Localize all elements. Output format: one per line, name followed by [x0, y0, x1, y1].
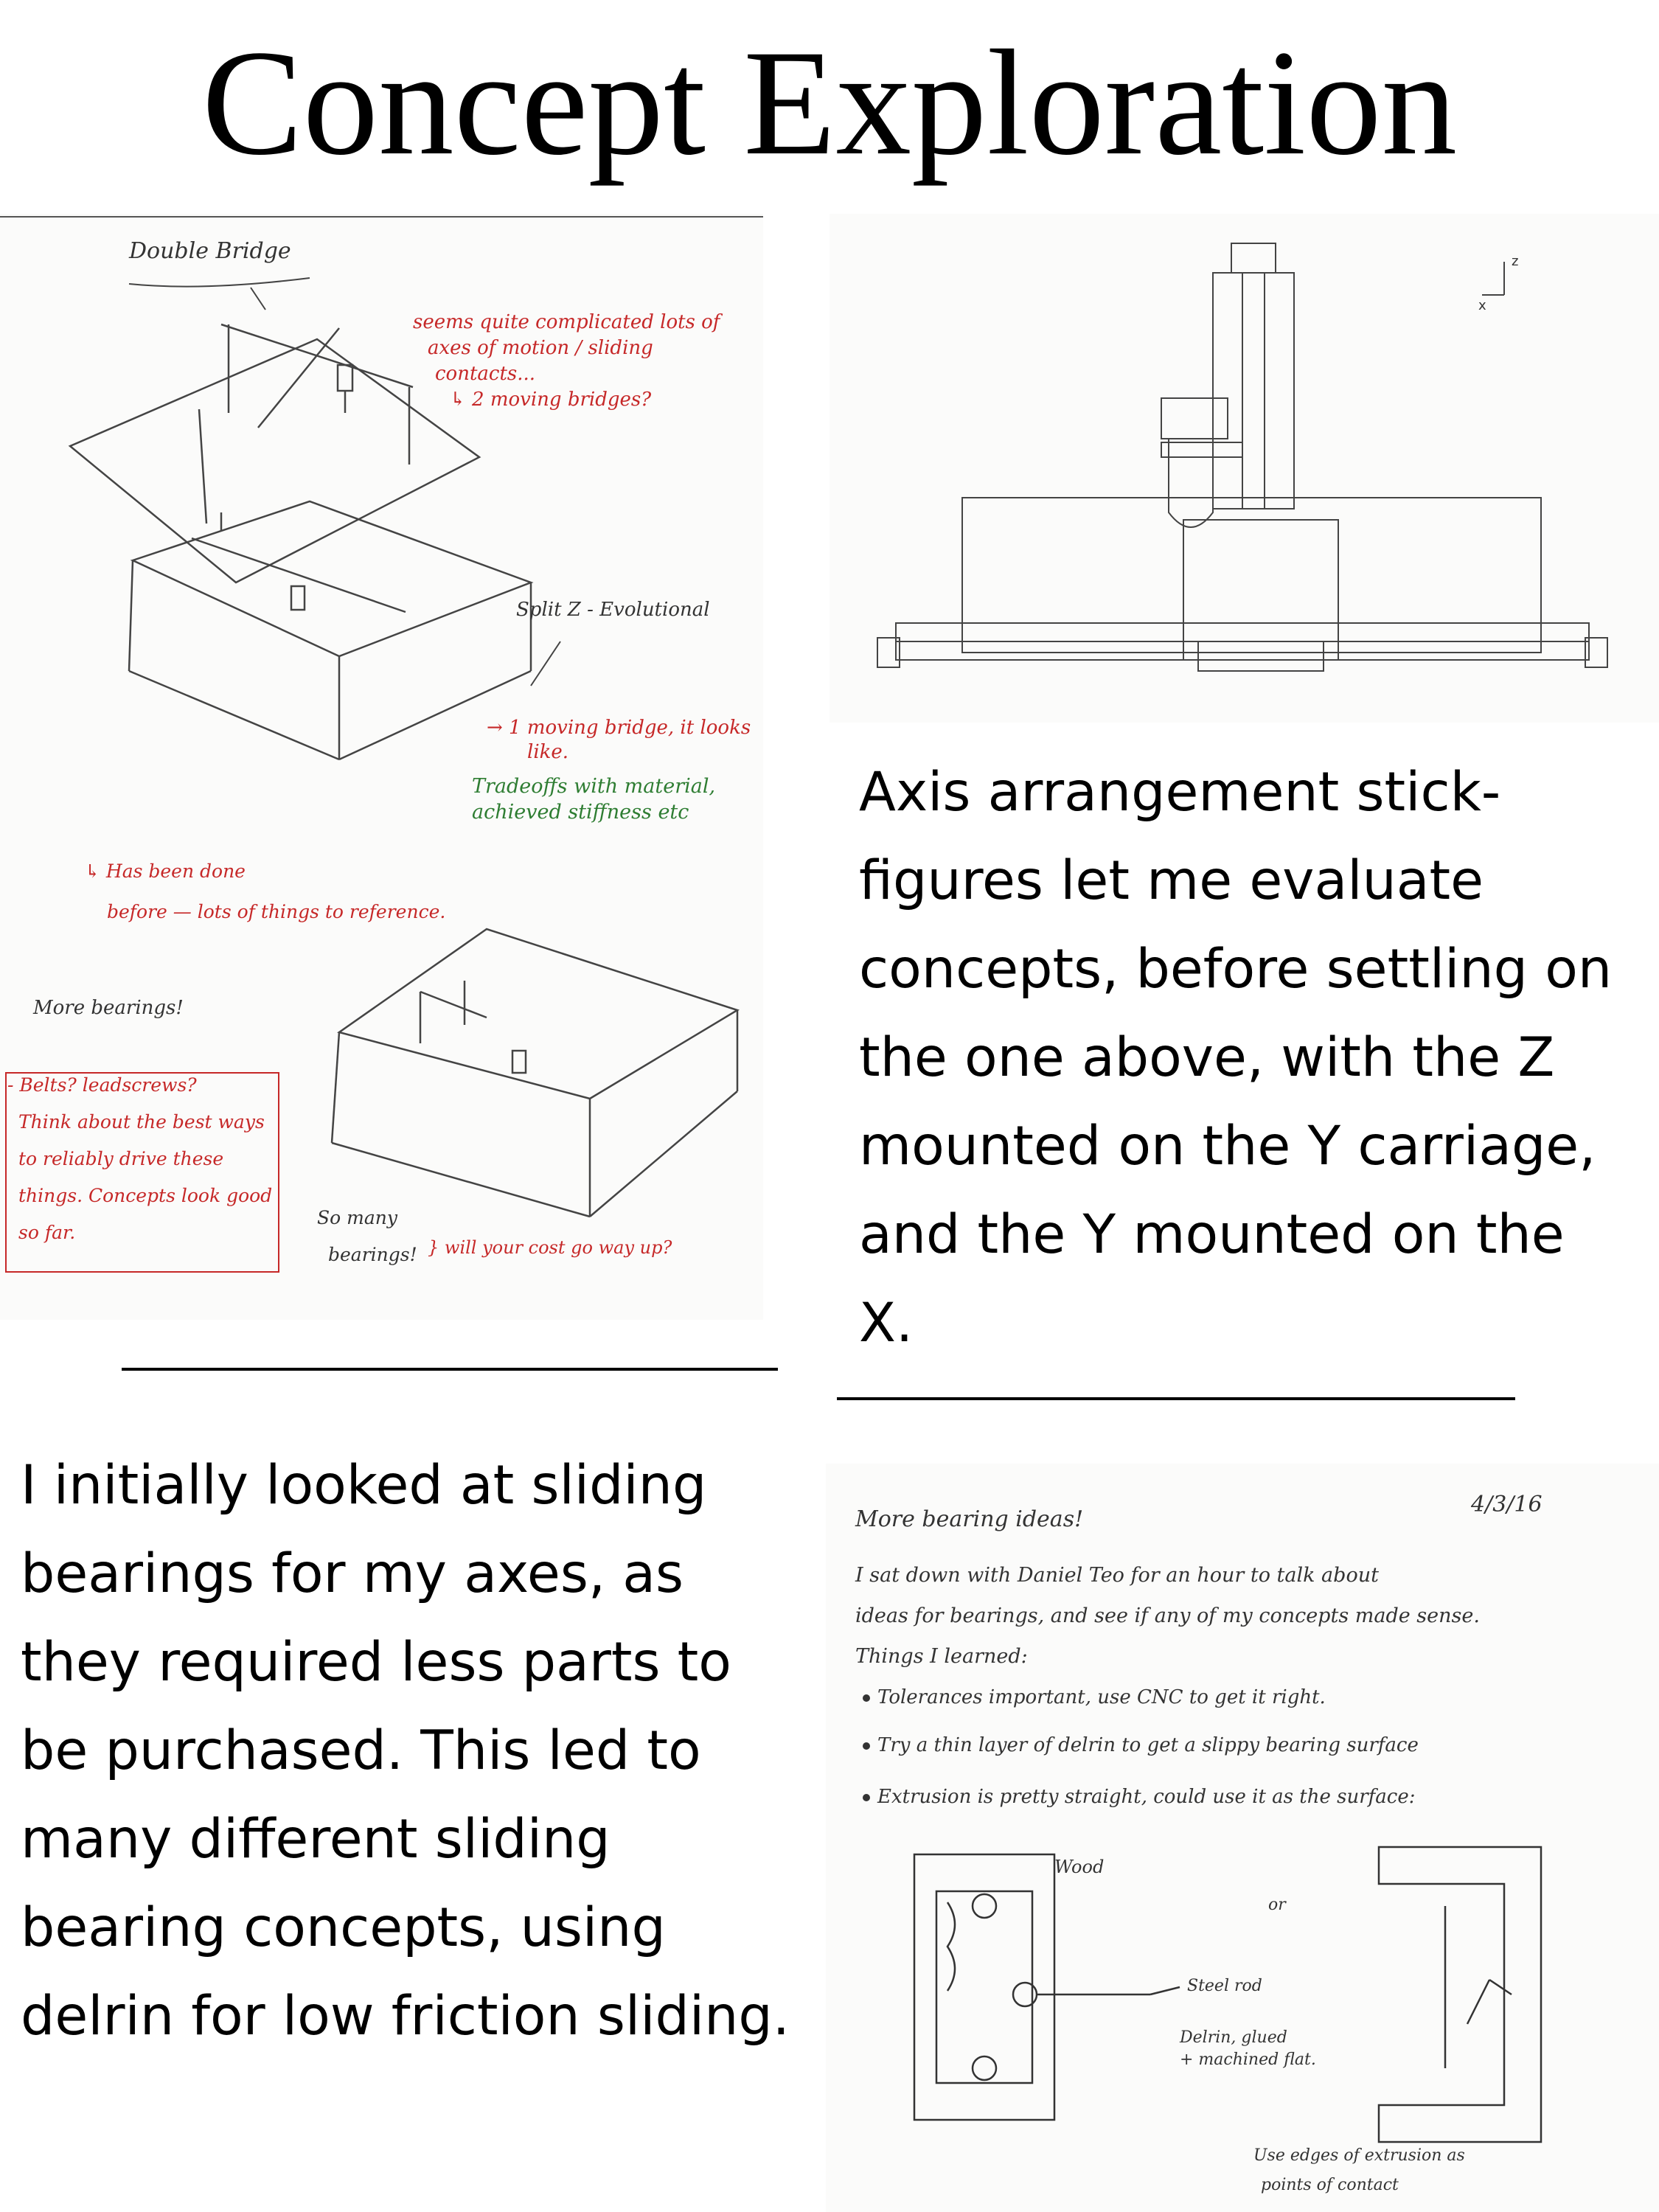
so-many-note-1: So many	[317, 1207, 397, 1228]
concept-sketches	[0, 214, 763, 1320]
bullet-dot	[863, 1794, 870, 1801]
axis-arrangement-drawing	[830, 214, 1659, 723]
left-divider	[122, 1368, 778, 1371]
belts-note-1: - Belts? leadscrews?	[7, 1074, 197, 1096]
bullet-dot	[863, 1694, 870, 1702]
done-before-note-1: ↳ Has been done	[85, 860, 246, 882]
bearing-line-2: ideas for bearings, and see if any of my concepts made sense.	[855, 1604, 1480, 1627]
tradeoffs-note-1: Tradeoffs with material,	[472, 775, 716, 798]
concept-sketch-page	[0, 214, 763, 1320]
bearing-ideas-page	[826, 1464, 1659, 2212]
double-bridge-note-3: contacts...	[435, 363, 536, 385]
label-steel-rod: Steel rod	[1187, 1977, 1262, 1995]
belts-note-4: things. Concepts look good	[18, 1185, 273, 1206]
split-z-note-1: → 1 moving bridge, it looks	[487, 717, 751, 739]
label-delrin-1: Delrin, glued	[1180, 2028, 1287, 2047]
cost-note: } will your cost go way up?	[428, 1237, 672, 1258]
bearing-date: 4/3/16	[1471, 1492, 1543, 1517]
bearing-bullet-1: Tolerances important, use CNC to get it right.	[877, 1686, 1326, 1708]
double-bridge-note-4: ↳ 2 moving bridges?	[450, 389, 652, 411]
more-bearings-label: More bearings!	[33, 997, 184, 1019]
label-or: or	[1268, 1896, 1286, 1914]
sliding-bearing-caption: I initially looked at sliding bearings for my axes, as they required less parts to be purchased. This led to many different sliding bearing concepts, using delrin for low friction sliding.	[21, 1454, 790, 2048]
so-many-note-2: bearings!	[328, 1244, 417, 1265]
belts-note-3: to reliably drive these	[18, 1148, 224, 1169]
belts-note-2: Think about the best ways	[18, 1111, 265, 1133]
belts-note-5: so far.	[18, 1222, 76, 1243]
bullet-dot	[863, 1742, 870, 1750]
double-bridge-note-1: seems quite complicated lots of	[413, 311, 720, 333]
page-title: Concept Exploration	[201, 19, 1458, 187]
double-bridge-label: Double Bridge	[129, 238, 291, 264]
axis-arrangement-caption: Axis arrangement stick-figures let me evaluate concepts, before settling on the one above, with the Z mounted on the Y carriage, and the Y mounted on the X.	[859, 761, 1613, 1354]
done-before-note-2: before — lots of things to reference.	[107, 901, 446, 922]
bearing-heading: More bearing ideas!	[855, 1506, 1084, 1532]
label-edges-2: points of contact	[1261, 2176, 1399, 2194]
bearing-line-3: Things I learned:	[855, 1645, 1028, 1668]
bearing-line-1: I sat down with Daniel Teo for an hour to talk about	[855, 1564, 1379, 1587]
axis-cad-drawing	[830, 214, 1659, 723]
label-wood: Wood	[1054, 1857, 1105, 1877]
label-delrin-2: + machined flat.	[1180, 2051, 1316, 2069]
double-bridge-note-2: axes of motion / sliding	[428, 337, 653, 359]
bearing-bullet-2: Try a thin layer of delrin to get a slippy bearing surface	[877, 1734, 1419, 1756]
bearing-ideas-sketch	[826, 1464, 1659, 2212]
label-edges-1: Use edges of extrusion as	[1253, 2146, 1465, 2165]
split-z-label: Split Z - Evolutional	[516, 599, 710, 621]
bearing-bullet-3: Extrusion is pretty straight, could use it as the surface:	[877, 1786, 1416, 1808]
tradeoffs-note-2: achieved stiffness etc	[472, 801, 689, 824]
split-z-note-2: like.	[527, 741, 569, 763]
right-divider	[837, 1397, 1515, 1400]
axis-x-label: x	[1478, 298, 1486, 313]
axis-z-label: z	[1512, 254, 1519, 269]
